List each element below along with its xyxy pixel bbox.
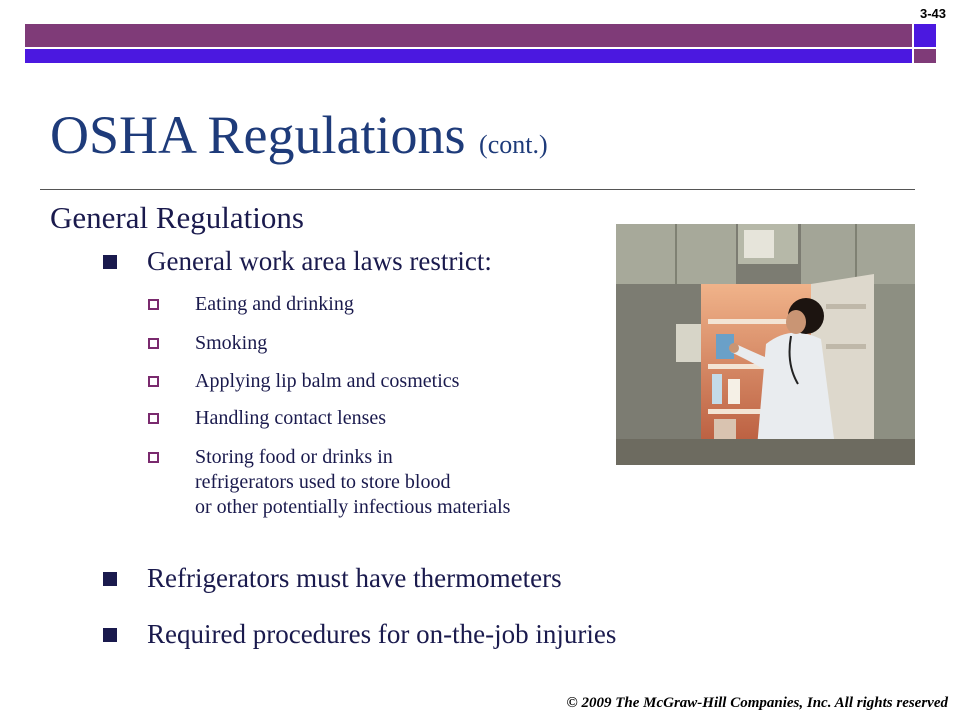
square-bullet-icon <box>103 572 117 586</box>
header-square-purple <box>914 49 936 63</box>
sub-bullet-text: Eating and drinking <box>195 293 354 315</box>
hollow-square-bullet-icon <box>148 413 159 424</box>
hollow-square-bullet-icon <box>148 299 159 310</box>
slide-title <box>50 104 548 166</box>
bullet-text: General work area laws restrict: <box>147 246 492 276</box>
bullet-text: Refrigerators must have thermometers <box>147 563 562 593</box>
header-bar-blue <box>25 49 912 63</box>
bullet-refrigerators <box>103 563 562 594</box>
hollow-square-bullet-icon <box>148 338 159 349</box>
header-square-blue <box>914 24 936 47</box>
copyright-footer: © 2009 The McGraw-Hill Companies, Inc. All rights reserved <box>566 695 948 711</box>
section-heading: General Regulations <box>50 200 304 235</box>
title-sub: (cont.) <box>479 130 548 159</box>
sub-bullet-line-2: refrigerators used to store blood <box>195 471 451 493</box>
sub-bullet-text: Handling contact lenses <box>195 407 387 429</box>
header-bar-purple <box>25 24 912 47</box>
sub-bullet-line-3: or other potentially infectious materials <box>195 496 511 518</box>
square-bullet-icon <box>103 628 117 642</box>
square-bullet-icon <box>103 255 117 269</box>
slide-number: 3-43 <box>919 6 946 21</box>
hollow-square-bullet-icon <box>148 452 159 463</box>
sub-bullet-text: Applying lip balm and cosmetics <box>195 370 460 392</box>
hollow-square-bullet-icon <box>148 376 159 387</box>
title-main: OSHA Regulations <box>50 105 466 165</box>
refrigerator-photo <box>616 224 915 465</box>
sub-bullet-line-1: Storing food or drinks in <box>195 446 393 468</box>
sub-bullet-text: Smoking <box>195 332 268 354</box>
sub-bullet-text <box>195 445 510 520</box>
bullet-general-laws <box>103 246 492 277</box>
bullet-injuries <box>103 619 616 650</box>
bullet-text: Required procedures for on-the-job injuries <box>147 619 617 649</box>
title-divider <box>40 189 915 190</box>
